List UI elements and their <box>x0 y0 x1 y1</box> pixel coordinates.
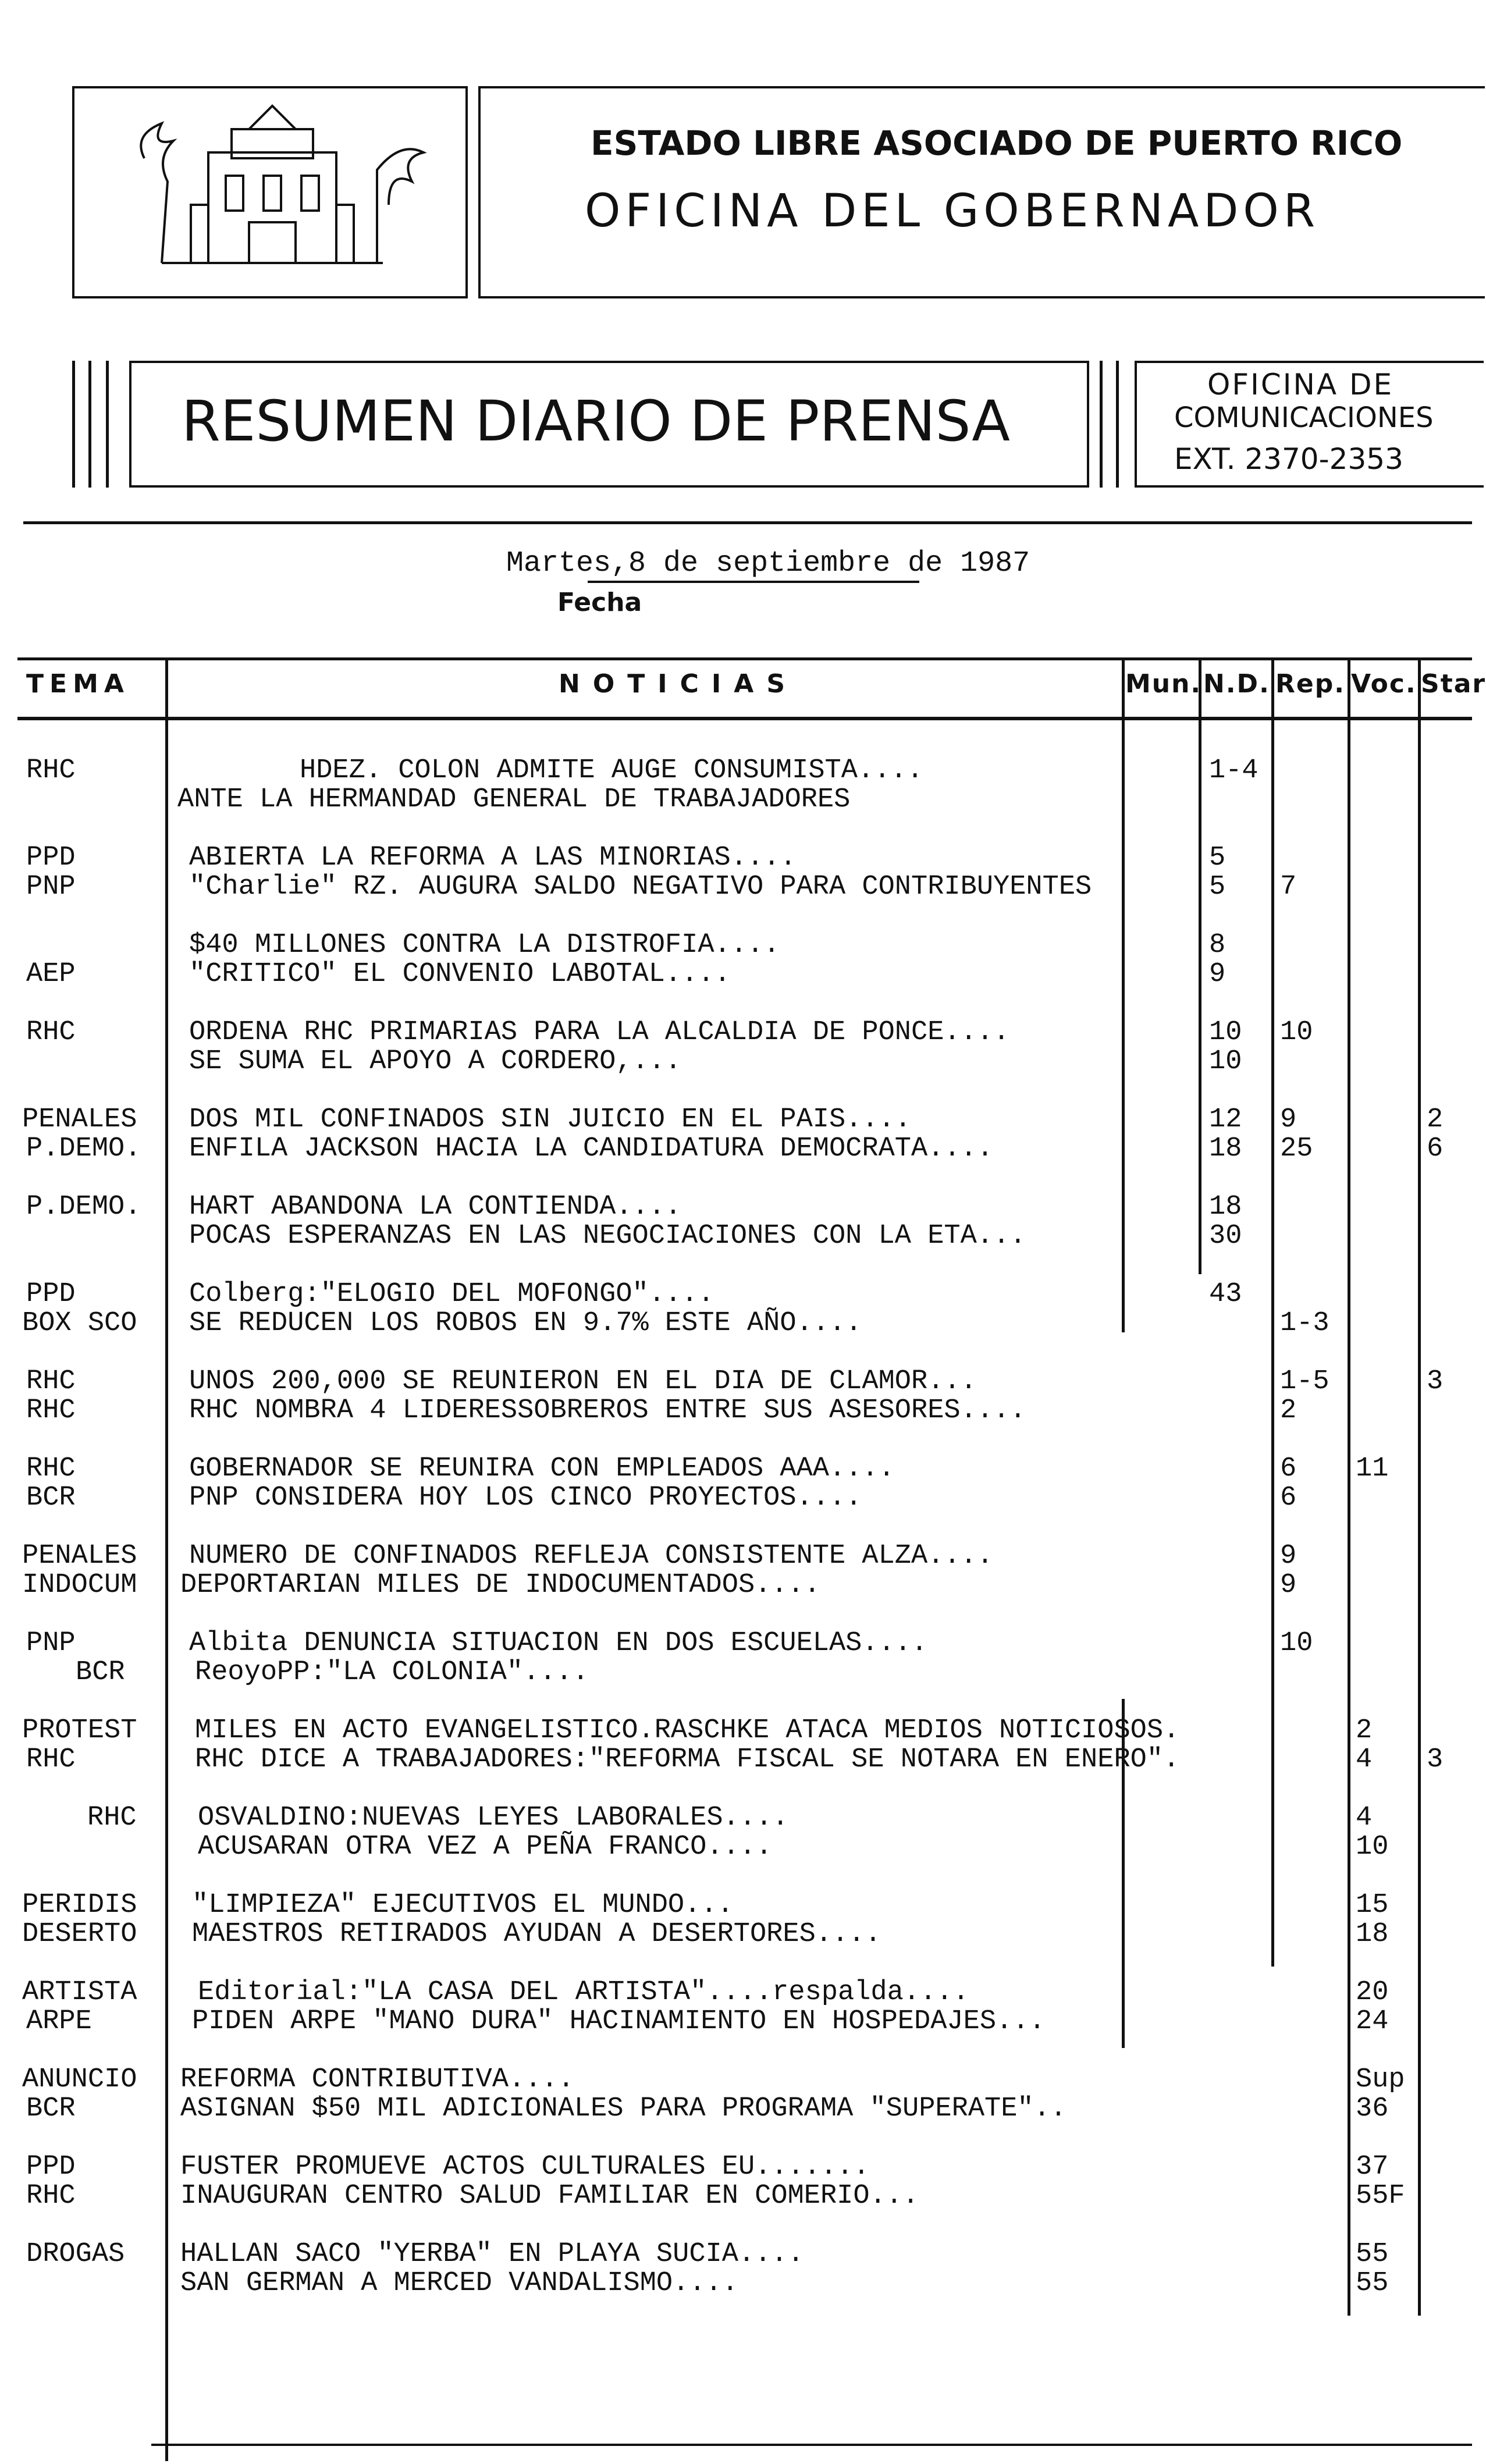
tema-cell: DROGAS <box>26 2239 125 2270</box>
tema-cell: RHC <box>26 1744 76 1775</box>
tema-cell: RHC <box>26 1366 76 1397</box>
headline-cell: SE SUMA EL APOYO A CORDERO,... <box>189 1046 682 1077</box>
voc-page-cell: 2 <box>1356 1715 1373 1746</box>
headline-cell: HALLAN SACO "YERBA" EN PLAYA SUCIA.... <box>180 2239 804 2270</box>
voc-page-cell: Sup <box>1356 2064 1405 2095</box>
tema-cell: ANUNCIO <box>22 2064 137 2095</box>
communications-line-3: EXT. 2370-2353 <box>1174 442 1403 476</box>
column-divider <box>1418 657 1421 2316</box>
headline-cell: UNOS 200,000 SE REUNIERON EN EL DIA DE CLAMOR... <box>189 1366 977 1397</box>
tema-cell: PPD <box>26 842 76 873</box>
voc-page-cell: 37 <box>1356 2152 1389 2182</box>
tema-cell: ARTISTA <box>22 1977 137 2008</box>
headline-cell: SAN GERMAN A MERCED VANDALISMO.... <box>180 2268 738 2299</box>
tema-cell: PNP <box>26 1628 76 1659</box>
table-bottom-rule <box>151 2444 1472 2446</box>
tema-cell: AEP <box>26 959 76 990</box>
headline-cell: HDEZ. COLON ADMITE AUGE CONSUMISTA.... <box>300 755 923 786</box>
table-top-rule <box>17 657 1472 660</box>
tema-cell: PROTEST <box>22 1715 137 1746</box>
headline-cell: ABIERTA LA REFORMA A LAS MINORIAS.... <box>189 842 797 873</box>
tema-cell: DESERTO <box>22 1919 137 1950</box>
column-header-mun: Mun. <box>1125 669 1202 699</box>
headline-cell: "Charlie" RZ. AUGURA SALDO NEGATIVO PARA CONTRIBUYENTES <box>189 872 1092 902</box>
tema-cell: RHC <box>26 2181 76 2211</box>
date-value: Martes,8 de septiembre de 1987 <box>506 547 1030 580</box>
tema-cell: P.DEMO. <box>26 1133 141 1164</box>
voc-page-cell: 24 <box>1356 2006 1389 2037</box>
column-divider <box>1122 657 1125 1332</box>
banner-rule <box>88 361 91 488</box>
seal-image-frame <box>72 86 468 298</box>
tema-cell: PERIDIS <box>22 1890 137 1921</box>
tema-cell: RHC <box>87 1802 137 1833</box>
tema-cell: RHC <box>26 755 76 786</box>
rep-page-cell: 6 <box>1280 1482 1297 1513</box>
voc-page-cell: 4 <box>1356 1802 1373 1833</box>
nd-page-cell: 1-4 <box>1209 755 1259 786</box>
nd-page-cell: 18 <box>1209 1192 1242 1222</box>
nd-page-cell: 10 <box>1209 1017 1242 1048</box>
banner-rule <box>1100 361 1103 488</box>
banner-title: RESUMEN DIARIO DE PRENSA <box>182 389 1010 454</box>
rep-page-cell: 2 <box>1280 1395 1297 1426</box>
headline-cell: "CRITICO" EL CONVENIO LABOTAL.... <box>189 959 731 990</box>
tema-cell: PENALES <box>22 1541 137 1571</box>
tema-cell: PPD <box>26 2152 76 2182</box>
headline-cell: Colberg:"ELOGIO DEL MOFONGO".... <box>189 1279 714 1310</box>
headline-cell: OSVALDINO:NUEVAS LEYES LABORALES.... <box>198 1802 789 1833</box>
communications-line-2: COMUNICACIONES <box>1174 401 1434 434</box>
headline-cell: ENFILA JACKSON HACIA LA CANDIDATURA DEMOCRATA.... <box>189 1133 994 1164</box>
voc-page-cell: 10 <box>1356 1832 1389 1862</box>
tema-cell: RHC <box>26 1017 76 1048</box>
column-divider <box>1271 657 1274 1967</box>
tema-cell: RHC <box>26 1453 76 1484</box>
rep-page-cell: 1-3 <box>1280 1308 1329 1339</box>
rep-page-cell: 9 <box>1280 1541 1297 1571</box>
office-name: OFICINA DEL GOBERNADOR <box>585 185 1320 237</box>
headline-cell: MILES EN ACTO EVANGELISTICO.RASCHKE ATACA MEDIOS NOTICIOSOS. <box>195 1715 1180 1746</box>
voc-page-cell: 36 <box>1356 2093 1389 2124</box>
banner-rule <box>72 361 75 488</box>
government-name: ESTADO LIBRE ASOCIADO DE PUERTO RICO <box>591 123 1403 163</box>
headline-cell: REFORMA CONTRIBUTIVA.... <box>180 2064 574 2095</box>
headline-cell: ORDENA RHC PRIMARIAS PARA LA ALCALDIA DE PONCE.... <box>189 1017 1010 1048</box>
tema-cell: BCR <box>26 1482 76 1513</box>
tema-cell: RHC <box>26 1395 76 1426</box>
tema-cell: ARPE <box>26 2006 92 2037</box>
banner-rule <box>106 361 109 488</box>
tema-cell: BOX SCO <box>22 1308 137 1339</box>
tema-cell: INDOCUM <box>22 1570 137 1601</box>
headline-cell: "LIMPIEZA" EJECUTIVOS EL MUNDO... <box>192 1890 734 1921</box>
column-divider <box>1348 657 1350 2316</box>
headline-cell: SE REDUCEN LOS ROBOS EN 9.7% ESTE AÑO.... <box>189 1308 862 1339</box>
headline-cell: RHC NOMBRA 4 LIDERESSOBREROS ENTRE SUS ASESORES.... <box>189 1395 1026 1426</box>
voc-page-cell: 18 <box>1356 1919 1389 1950</box>
headline-cell: PNP CONSIDERA HOY LOS CINCO PROYECTOS.... <box>189 1482 862 1513</box>
headline-cell: ANTE LA HERMANDAD GENERAL DE TRABAJADORES <box>177 784 851 815</box>
nd-page-cell: 30 <box>1209 1221 1242 1251</box>
nd-page-cell: 10 <box>1209 1046 1242 1077</box>
headline-cell: Albita DENUNCIA SITUACION EN DOS ESCUELAS.... <box>189 1628 928 1659</box>
column-header-voc: Voc. <box>1351 669 1417 699</box>
nd-page-cell: 5 <box>1209 842 1226 873</box>
column-header-rep: Rep. <box>1275 669 1345 699</box>
nd-page-cell: 18 <box>1209 1133 1242 1164</box>
nd-page-cell: 12 <box>1209 1104 1242 1135</box>
headline-cell: GOBERNADOR SE REUNIRA CON EMPLEADOS AAA.... <box>189 1453 895 1484</box>
rep-page-cell: 1-5 <box>1280 1366 1329 1397</box>
nd-page-cell: 8 <box>1209 930 1226 961</box>
rep-page-cell: 9 <box>1280 1104 1297 1135</box>
voc-page-cell: 55 <box>1356 2239 1389 2270</box>
voc-page-cell: 55 <box>1356 2268 1389 2299</box>
tema-cell: PNP <box>26 872 76 902</box>
headline-cell: Editorial:"LA CASA DEL ARTISTA"....respalda.... <box>198 1977 969 2008</box>
star-page-cell: 6 <box>1427 1133 1444 1164</box>
headline-cell: DEPORTARIAN MILES DE INDOCUMENTADOS.... <box>180 1570 820 1601</box>
voc-page-cell: 15 <box>1356 1890 1389 1921</box>
headline-cell: ACUSARAN OTRA VEZ A PEÑA FRANCO.... <box>198 1832 773 1862</box>
rep-page-cell: 25 <box>1280 1133 1313 1164</box>
column-divider <box>165 657 168 2461</box>
column-header-noticias: NOTICIAS <box>559 669 798 699</box>
communications-line-1: OFICINA DE <box>1207 368 1394 401</box>
voc-page-cell: 11 <box>1356 1453 1389 1484</box>
headline-cell: DOS MIL CONFINADOS SIN JUICIO EN EL PAIS.... <box>189 1104 912 1135</box>
rep-page-cell: 7 <box>1280 872 1297 902</box>
column-header-star: Star <box>1421 669 1486 699</box>
column-header-nd: N.D. <box>1203 669 1270 699</box>
voc-page-cell: 20 <box>1356 1977 1389 2008</box>
tema-cell: BCR <box>76 1657 125 1688</box>
tema-cell: PENALES <box>22 1104 137 1135</box>
banner-rule <box>1116 361 1119 488</box>
star-page-cell: 3 <box>1427 1744 1444 1775</box>
voc-page-cell: 55F <box>1356 2181 1405 2211</box>
headline-cell: HART ABANDONA LA CONTIENDA.... <box>189 1192 682 1222</box>
headline-cell: FUSTER PROMUEVE ACTOS CULTURALES EU....... <box>180 2152 870 2182</box>
rep-page-cell: 10 <box>1280 1628 1313 1659</box>
headline-cell: INAUGURAN CENTRO SALUD FAMILIAR EN COMERIO... <box>180 2181 919 2211</box>
rep-page-cell: 10 <box>1280 1017 1313 1048</box>
headline-cell: ReoyoPP:"LA COLONIA".... <box>195 1657 589 1688</box>
nd-page-cell: 43 <box>1209 1279 1242 1310</box>
fortaleza-building-icon <box>74 88 465 296</box>
headline-cell: MAESTROS RETIRADOS AYUDAN A DESERTORES.... <box>192 1919 881 1950</box>
column-header-tema: TEMA <box>26 669 130 699</box>
headline-cell: PIDEN ARPE "MANO DURA" HACINAMIENTO EN HOSPEDAJES... <box>192 2006 1046 2037</box>
header-divider <box>23 521 1472 524</box>
headline-cell: POCAS ESPERANZAS EN LAS NEGOCIACIONES CON LA ETA... <box>189 1221 1026 1251</box>
tema-cell: PPD <box>26 1279 76 1310</box>
tema-cell: P.DEMO. <box>26 1192 141 1222</box>
voc-page-cell: 4 <box>1356 1744 1373 1775</box>
rep-page-cell: 9 <box>1280 1570 1297 1601</box>
column-divider <box>1199 657 1201 1274</box>
headline-cell: $40 MILLONES CONTRA LA DISTROFIA.... <box>189 930 780 961</box>
headline-cell: RHC DICE A TRABAJADORES:"REFORMA FISCAL SE NOTARA EN ENERO". <box>195 1744 1180 1775</box>
star-page-cell: 3 <box>1427 1366 1444 1397</box>
table-header-rule <box>17 717 1472 720</box>
date-label: Fecha <box>557 588 642 617</box>
headline-cell: ASIGNAN $50 MIL ADICIONALES PARA PROGRAMA "SUPERATE".. <box>180 2093 1067 2124</box>
nd-page-cell: 5 <box>1209 872 1226 902</box>
star-page-cell: 2 <box>1427 1104 1444 1135</box>
headline-cell: NUMERO DE CONFINADOS REFLEJA CONSISTENTE ALZA.... <box>189 1541 994 1571</box>
nd-page-cell: 9 <box>1209 959 1226 990</box>
tema-cell: BCR <box>26 2093 76 2124</box>
date-underline <box>588 581 919 583</box>
rep-page-cell: 6 <box>1280 1453 1297 1484</box>
